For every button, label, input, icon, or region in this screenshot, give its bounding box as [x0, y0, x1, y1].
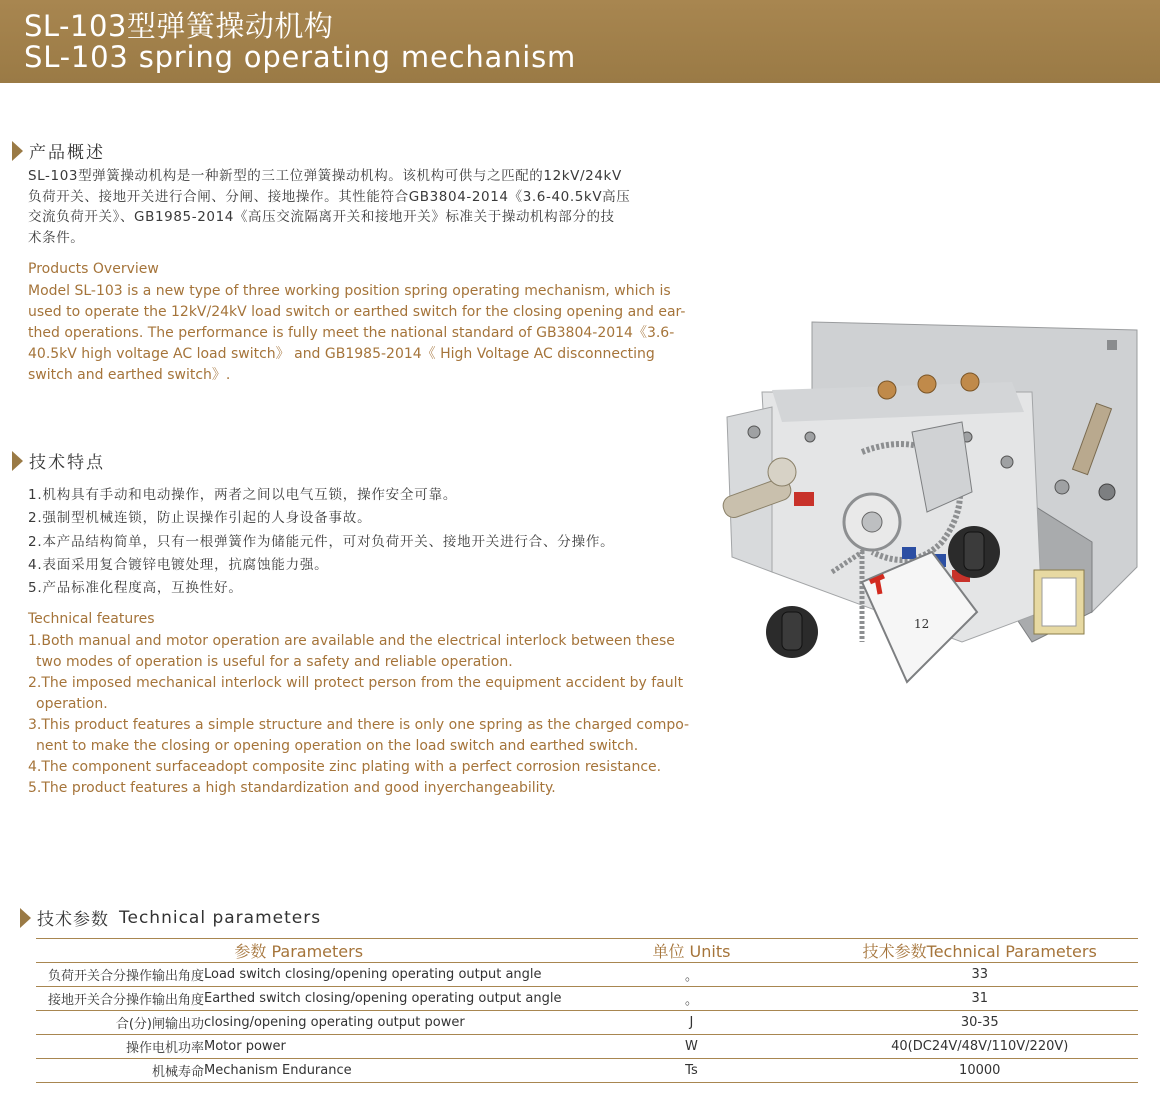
- feature-cn-item: 1.机构具有手动和电动操作，两者之间以电气互锁，操作安全可靠。: [28, 487, 458, 503]
- parameters-table: [36, 938, 1138, 1083]
- param-en: Earthed switch closing/opening operating output angle: [204, 987, 561, 1011]
- features-heading: [12, 448, 105, 473]
- feature-cn-item: 2.强制型机械连锁，防止误操作引起的人身设备事故。: [28, 510, 372, 527]
- feature-en-line: 3.This product features a simple structure and there is only one spring as the charged compo-: [28, 717, 690, 733]
- param-value: 10000: [821, 1059, 1138, 1083]
- param-value: 30-35: [821, 1011, 1138, 1035]
- feature-en-line: 2.The imposed mechanical interlock will protect person from the equipment accident by fault: [28, 675, 684, 691]
- overview-cn-line: 交流负荷开关》、GB1985-2014《高压交流隔离开关和接地开关》标准关于操动机构部分的技: [28, 209, 615, 225]
- feature-en-line: operation.: [36, 696, 108, 712]
- triangle-bullet-icon: [20, 908, 31, 928]
- table-row: [36, 1035, 1138, 1059]
- feature-cn-item: 4.表面采用复合镀锌电镀处理，抗腐蚀能力强。: [28, 556, 329, 573]
- table-row: [36, 987, 1138, 1011]
- title-en: SL-103 spring operating mechanism: [24, 40, 577, 74]
- param-unit: W: [561, 1035, 821, 1059]
- col-param: 参数 Parameters: [36, 939, 561, 963]
- feature-en-line: 5.The product features a high standardization and good inyerchangeability.: [28, 780, 556, 796]
- features-heading-en: Technical features: [28, 611, 155, 627]
- feature-cn-item: 5.产品标准化程度高，互换性好。: [28, 580, 243, 597]
- param-cn: 合(分)闸输出功: [36, 1011, 204, 1035]
- overview-en-line: Model SL-103 is a new type of three working position spring operating mechanism, which is: [28, 283, 671, 299]
- parameters-heading: [20, 905, 321, 930]
- overview-cn-line: 负荷开关、接地开关进行合闸、分闸、接地操作。其性能符合GB3804-2014《3.6-40.5kV高压: [28, 188, 631, 205]
- param-unit: 。: [561, 987, 821, 1011]
- table-row: [36, 1011, 1138, 1035]
- features-list-en: [28, 631, 688, 799]
- feature-en-line: 4.The component surfaceadopt composite zinc plating with a perfect corrosion resistance.: [28, 759, 662, 775]
- features-heading-text: 技术特点: [29, 453, 105, 473]
- overview-cn-line: SL-103型弹簧操动机构是一种新型的三工位弹簧操动机构。该机构可供与之匹配的12kV/24kV: [28, 168, 622, 184]
- param-cn: 负荷开关合分操作输出角度: [36, 963, 204, 987]
- param-cn: 操作电机功率: [36, 1035, 204, 1059]
- param-en: Mechanism Endurance: [204, 1059, 561, 1083]
- overview-body-cn: [28, 166, 678, 248]
- overview-en-line: used to operate the 12kV/24kV load switch or earthed switch for the closing opening and ear-: [28, 304, 686, 320]
- triangle-bullet-icon: [12, 141, 23, 161]
- parameters-heading-cn: 技术参数: [37, 910, 109, 930]
- param-en: closing/opening operating output power: [204, 1011, 561, 1035]
- triangle-bullet-icon: [12, 451, 23, 471]
- param-cn: 接地开关合分操作输出角度: [36, 987, 204, 1011]
- param-en: Load switch closing/opening operating output angle: [204, 963, 561, 987]
- param-unit: J: [561, 1011, 821, 1035]
- indicator-number: 12: [914, 617, 930, 631]
- overview-en-line: thed operations. The performance is fully meet the national standard of GB3804-2014《3.6-: [28, 325, 675, 341]
- feature-cn-item: 2.本产品结构简单，只有一根弹簧作为储能元件，可对负荷开关、接地开关进行合、分操作。: [28, 533, 615, 550]
- title-cn: SL-103型弹簧操动机构: [24, 9, 334, 43]
- overview-en-line: 40.5kV high voltage AC load switch》 and GB1985-2014《 High Voltage AC disconnecting: [28, 346, 655, 362]
- param-unit: 。: [561, 963, 821, 987]
- col-unit: 单位 Units: [561, 939, 821, 963]
- overview-heading-en: Products Overview: [28, 261, 159, 277]
- feature-en-line: 1.Both manual and motor operation are available and the electrical interlock between these: [28, 633, 675, 649]
- overview-heading-text: 产品概述: [29, 143, 105, 163]
- param-value: 31: [821, 987, 1138, 1011]
- product-photo: [712, 312, 1152, 692]
- header-banner: [0, 0, 1160, 83]
- param-en: Motor power: [204, 1035, 561, 1059]
- param-value: 33: [821, 963, 1138, 987]
- feature-en-line: nent to make the closing or opening operation on the load switch and earthed switch.: [36, 738, 639, 754]
- overview-heading: [12, 138, 105, 163]
- table-row: [36, 963, 1138, 987]
- overview-en-line: switch and earthed switch》.: [28, 367, 231, 383]
- table-row: [36, 1059, 1138, 1083]
- feature-en-line: two modes of operation is useful for a safety and reliable operation.: [36, 654, 513, 670]
- param-unit: Ts: [561, 1059, 821, 1083]
- overview-cn-line: 术条件。: [28, 229, 85, 246]
- features-list-cn: [28, 484, 614, 600]
- parameters-heading-en: Technical parameters: [119, 907, 322, 928]
- param-value: 40(DC24V/48V/110V/220V): [821, 1035, 1138, 1059]
- overview-body-en: [28, 281, 688, 386]
- col-value: 技术参数Technical Parameters: [821, 939, 1138, 963]
- table-header-row: [36, 939, 1138, 963]
- param-cn: 机械寿命: [36, 1059, 204, 1083]
